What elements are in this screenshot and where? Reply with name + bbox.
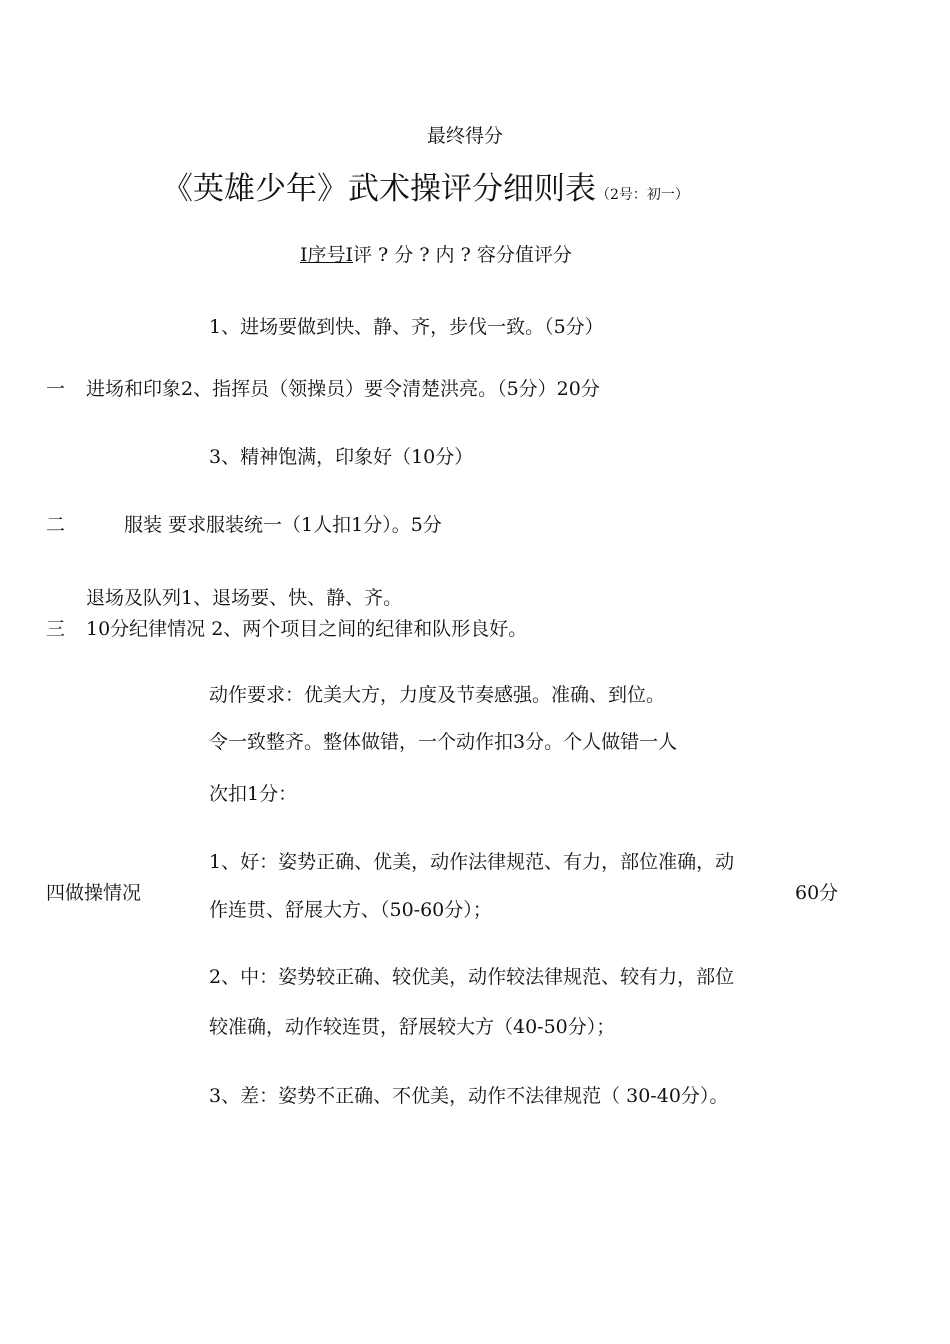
section1-line1: 1、进场要做到快、静、齐，步伐一致。（5分） <box>209 316 604 338</box>
section3-line1: 退场及队列1、退场要、快、静、齐。 <box>86 587 403 609</box>
section4-mid-line2: 较准确，动作较连贯，舒展较大方（40-50分）； <box>209 1016 616 1038</box>
section3-line2: 10分纪律情况 2、两个项目之间的纪律和队形良好。 <box>86 618 528 640</box>
title-main: 《英雄少年》武术操评分细则表 <box>162 171 596 207</box>
section4-good-line1: 1、好：姿势正确、优美，动作法律规范、有力，部位准确，动 <box>209 851 735 873</box>
final-score-label: 最终得分 <box>427 125 504 147</box>
section2-number: 二 <box>46 514 66 536</box>
section1-line2: 进场和印象2、指挥员（领操员）要令清楚洪亮。（5分）20分 <box>86 378 600 400</box>
section4-label: 四做操情况 <box>46 882 142 904</box>
section4-good-line2: 作连贯、舒展大方、（50-60分）； <box>209 899 492 921</box>
section4-requirement-2: 令一致整齐。整体做错，一个动作扣3分。个人做错一人 <box>209 731 678 753</box>
section1-number: 一 <box>46 378 66 400</box>
section4-bad-line: 3、差：姿势不正确、不优美，动作不法律规范（ 30-40分）。 <box>209 1085 729 1107</box>
column-header <box>300 246 572 265</box>
section4-requirement-3: 次扣1分： <box>209 783 298 805</box>
section4-requirement-1: 动作要求：优美大方，力度及节奏感强。准确、到位。 <box>209 684 666 706</box>
section3-number: 三 <box>46 618 66 640</box>
column-header-rest: 评 ? 分 ? 内 ? 容分值评分 <box>353 244 572 266</box>
title-note: （2号：初一） <box>596 187 689 203</box>
section1-line3: 3、精神饱满，印象好（10分） <box>209 446 474 468</box>
column-header-index: I序号I <box>300 244 354 266</box>
section2-line: 服装 要求服装统一（1人扣1分）。5分 <box>124 514 442 536</box>
section4-score: 60分 <box>795 882 839 904</box>
section4-mid-line1: 2、中：姿势较正确、较优美，动作较法律规范、较有力，部位 <box>209 966 735 988</box>
page-title <box>162 171 689 207</box>
